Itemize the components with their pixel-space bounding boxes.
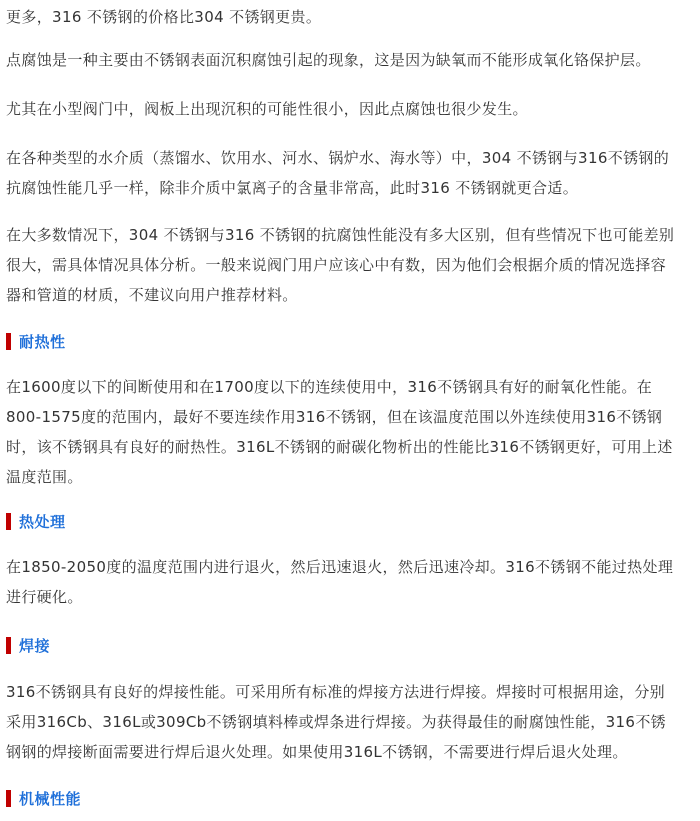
heading-accent-bar bbox=[6, 790, 11, 807]
section-heading-heat-resistance bbox=[6, 331, 66, 351]
paragraph-price bbox=[6, 2, 321, 32]
heading-accent-bar bbox=[6, 637, 11, 654]
heading-label: 热处理 bbox=[19, 512, 66, 531]
paragraph-line: 器和管道的材质，不建议向用户推荐材料。 bbox=[6, 286, 298, 304]
paragraph-comparison bbox=[6, 220, 696, 310]
paragraph-line: 很大，需具体情况具体分析。一般来说阀门用户应该心中有数，因为他们会根据介质的情况选择容 bbox=[6, 256, 667, 274]
section-heading-mechanical bbox=[6, 788, 81, 808]
paragraph-line: 更多，316 不锈钢的价格比304 不锈钢更贵。 bbox=[6, 8, 322, 26]
paragraph-heat-treatment bbox=[6, 552, 696, 612]
heading-label: 焊接 bbox=[19, 636, 51, 655]
paragraph-line: 点腐蚀是一种主要由不锈钢表面沉积腐蚀引起的现象，这是因为缺氧而不能形成氧化铬保护层。 bbox=[6, 51, 651, 69]
section-heading-welding bbox=[6, 635, 50, 655]
paragraph-line: 在大多数情况下，304 不锈钢与316 不锈钢的抗腐蚀性能没有多大区别，但有些情况下也可能差别 bbox=[6, 226, 675, 244]
paragraph-heat-resistance bbox=[6, 372, 696, 492]
paragraph-small-valves bbox=[6, 94, 528, 124]
heading-label: 机械性能 bbox=[19, 789, 82, 808]
heading-label: 耐热性 bbox=[19, 332, 66, 351]
paragraph-line: 时，该不锈钢具有良好的耐热性。316L不锈钢的耐碳化物析出的性能比316不锈钢更好，可用上述 bbox=[6, 438, 673, 456]
paragraph-line: 316不锈钢具有良好的焊接性能。可采用所有标准的焊接方法进行焊接。焊接时可根据用途，分别 bbox=[6, 683, 666, 701]
paragraph-line: 在1600度以下的间断使用和在1700度以下的连续使用中，316不锈钢具有好的耐氧化性能。在 bbox=[6, 378, 653, 396]
paragraph-welding bbox=[6, 677, 696, 767]
paragraph-water-media bbox=[6, 143, 696, 203]
paragraph-pitting bbox=[6, 45, 651, 75]
heading-accent-bar bbox=[6, 333, 11, 350]
paragraph-line: 在各种类型的水介质（蒸馏水、饮用水、河水、锅炉水、海水等）中，304 不锈钢与316不锈钢的 bbox=[6, 149, 670, 167]
paragraph-line: 尤其在小型阀门中，阀板上出现沉积的可能性很小，因此点腐蚀也很少发生。 bbox=[6, 100, 528, 118]
paragraph-line: 800-1575度的范围内，最好不要连续作用316不锈钢，但在该温度范围以外连续使用316不锈钢 bbox=[6, 408, 663, 426]
heading-accent-bar bbox=[6, 513, 11, 530]
section-heading-heat-treatment bbox=[6, 511, 66, 531]
paragraph-line: 进行硬化。 bbox=[6, 588, 83, 606]
paragraph-line: 抗腐蚀性能几乎一样，除非介质中氯离子的含量非常高，此时316 不锈钢就更合适。 bbox=[6, 179, 579, 197]
paragraph-line: 温度范围。 bbox=[6, 468, 83, 486]
paragraph-line: 钢钢的焊接断面需要进行焊后退火处理。如果使用316L不锈钢，不需要进行焊后退火处理。 bbox=[6, 743, 628, 761]
paragraph-line: 在1850-2050度的温度范围内进行退火，然后迅速退火，然后迅速冷却。316不锈钢不能过热处理 bbox=[6, 558, 674, 576]
paragraph-line: 采用316Cb、316L或309Cb不锈钢填料棒或焊条进行焊接。为获得最佳的耐腐蚀性能，316不锈 bbox=[6, 713, 667, 731]
